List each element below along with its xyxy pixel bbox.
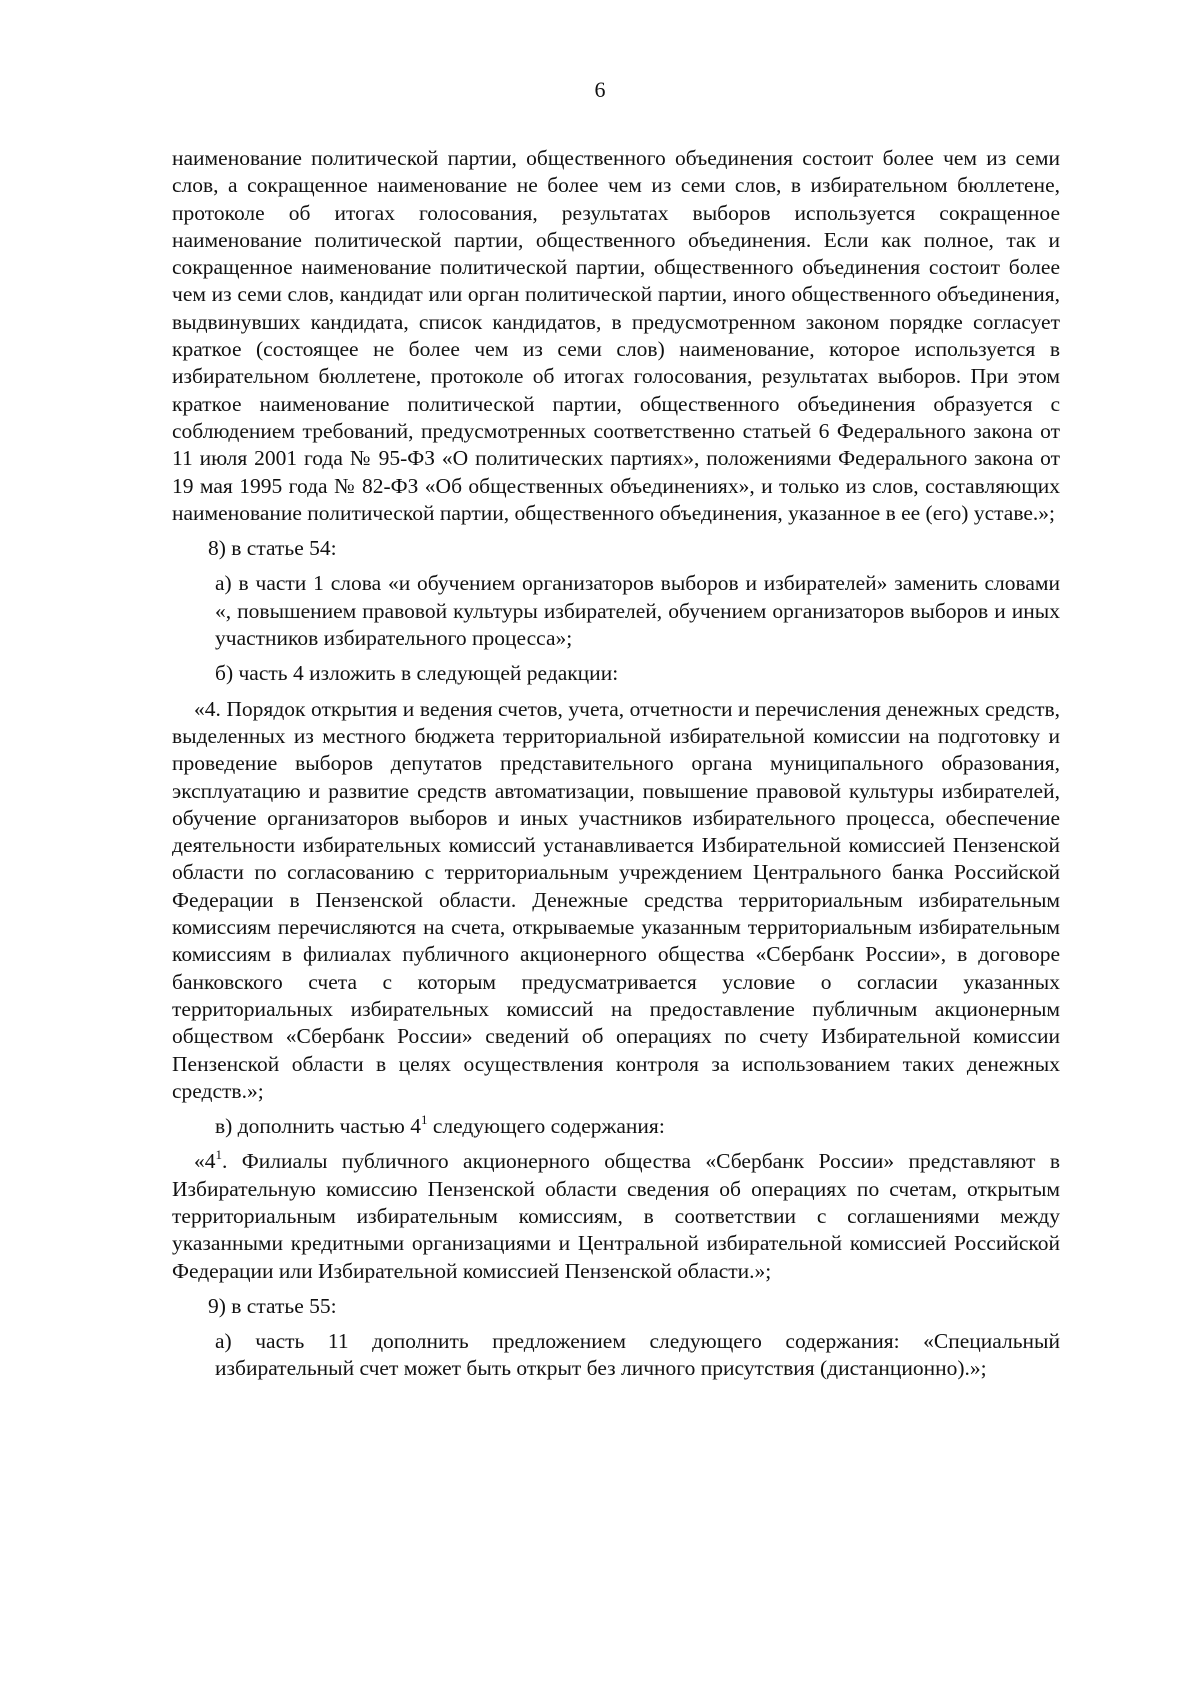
paragraph-part-4-1-after: . Филиалы публичного акционерного общества «Сбербанк России» представляют в Избирательную комиссию Пензенской области сведения об операциях по счетам, открытым территориальным избирательным комиссиям, в соответствии с соглашениями между указанными кредитными организациями и Центральной избирательной комиссией Российской Федерации или Избирательной комиссией Пензенской области.»; [172, 1149, 1060, 1283]
paragraph-part-4-text: «4. Порядок открытия и ведения счетов, учета, отчетности и перечисления денежных средств, выделенных из местного бюджета территориальной избирательной комиссии на подготовку и проведение выборов депутатов представительного органа муниципального образования, эксплуатацию и развитие средств автоматизации, повышение правовой культуры избирателей, обучение организаторов выборов и иных участников избирательного процесса, обеспечение деятельности избирательных комиссий устанавливается Избирательной комиссией Пензенской области по согласованию с территориальным учреждением Центрального банка Российской Федерации в Пензенской области. Денежные средства территориальным избирательным комиссиям перечисляются на счета, открываемые указанным территориальным избирательным комиссиям в филиалах публичного акционерного общества «Сбербанк России», в договоре банковского счета с которым предусматривается условие о согласии указанных территориальных избирательных комиссий на предоставление публичным акционерным обществом «Сбербанк России» сведений об операциях по счету Избирательной комиссии Пензенской области в целях осуществления контроля за использованием таких денежных средств.»; [172, 696, 1060, 1103]
paragraph-subitem-v-superscript: 1 [420, 1111, 428, 1127]
paragraph-item-9-subitem-a: а) часть 11 дополнить предложением следующего содержания: «Специальный избирательный счет может быть открыт без личного присутствия (дистанционно).»; [215, 1329, 1060, 1381]
paragraph-part-4-1-superscript: 1 [215, 1147, 222, 1163]
document-body [172, 145, 1060, 1383]
paragraph-part-4-1-text [172, 1148, 1060, 1284]
paragraph-part-4-1-before: «4 [194, 1149, 216, 1174]
paragraph-item-9: 9) в статье 55: [208, 1293, 337, 1318]
paragraph-subitem-b: б) часть 4 изложить в следующей редакции: [215, 661, 619, 686]
paragraph-subitem-v-before: в) дополнить частью 4 [215, 1114, 421, 1139]
paragraph-continuation: наименование политической партии, общественного объединения состоит более чем из семи слов, а сокращенное наименование не более чем из семи слов, в избирательном бюллетене, протоколе об итогах голосования, результатах выборов используется сокращенное наименование политической партии, общественного объединения. Если как полное, так и сокращенное наименование политической партии, общественного объединения состоит более чем из семи слов, кандидат или орган политической партии, иного общественного объединения, выдвинувших кандидата, список кандидатов, в предусмотренном законом порядке согласует краткое (состоящее не более чем из семи слов) наименование, которое используется в избирательном бюллетене, протоколе об итогах голосования, результатах выборов. При этом краткое наименование политической партии, общественного объединения образуется с соблюдением требований, предусмотренных соответственно статьей 6 Федерального закона от 11 июля 2001 года № 95-ФЗ «О политических партиях», положениями Федерального закона от 19 мая 1995 года № 82-ФЗ «Об общественных объединениях», и только из слов, составляющих наименование политической партии, общественного объединения, указанное в ее (его) уставе.»; [172, 146, 1060, 525]
paragraph-subitem-v-after: следующего содержания: [427, 1114, 665, 1139]
page-number: 6 [594, 77, 606, 102]
paragraph-item-8: 8) в статье 54: [208, 536, 337, 561]
paragraph-subitem-a: а) в части 1 слова «и обучением организаторов выборов и избирателей» заменить словами «, повышением правовой культуры избирателей, обучением организаторов выборов и иных участников избирательного процесса»; [215, 571, 1060, 651]
paragraph-subitem-v [215, 1113, 1060, 1140]
